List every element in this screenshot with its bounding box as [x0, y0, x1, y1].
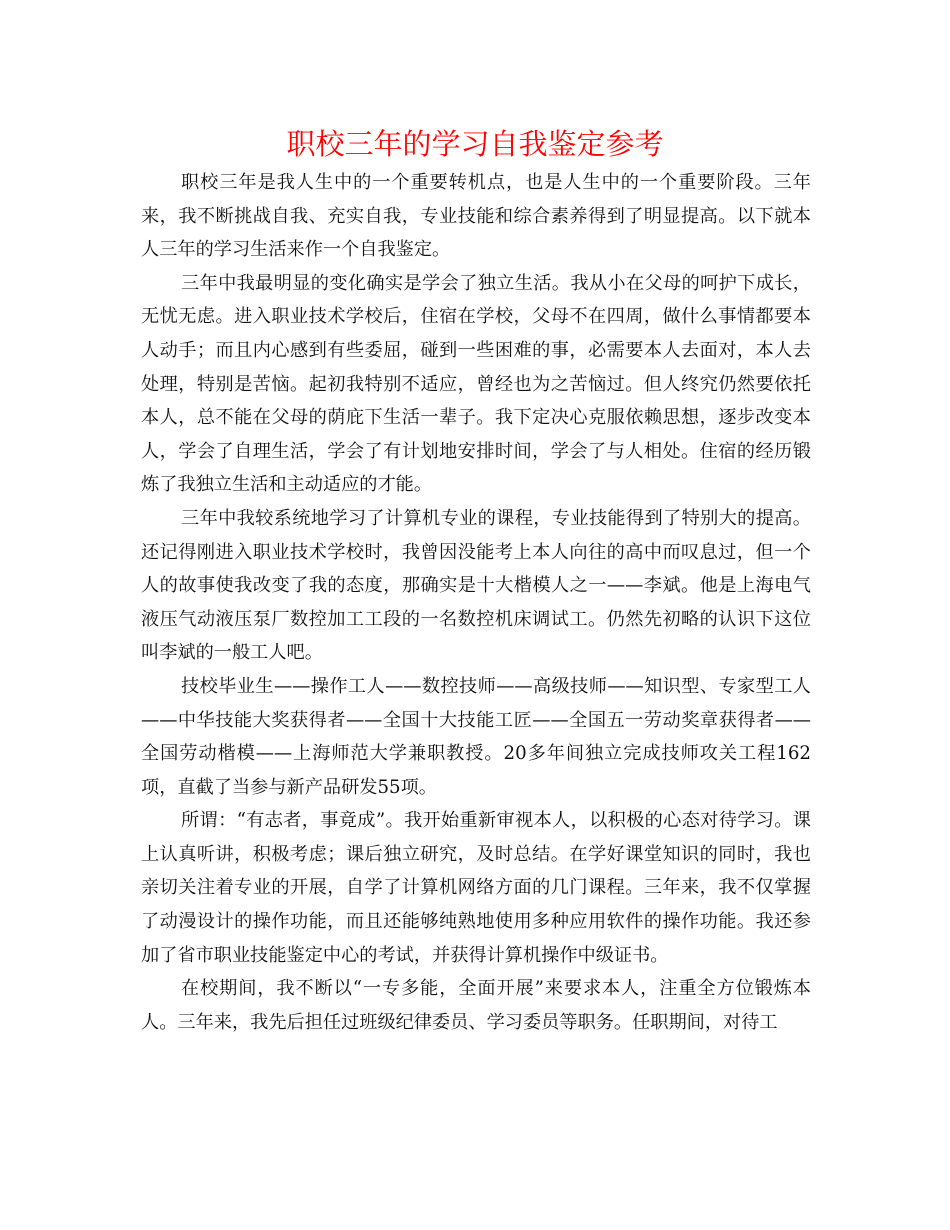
paragraph: 职校三年是我人生中的一个重要转机点，也是人生中的一个重要阶段。三年来，我不断挑战自我、充实自我，专业技能和综合素养得到了明显提高。以下就本人三年的学习生活来作一个自我鉴定。 [141, 172, 811, 261]
paragraph: 三年中我较系统地学习了计算机专业的课程，专业技能得到了特别大的提高。还记得刚进入职业技术学校时，我曾因没能考上本人向往的高中而叹息过，但一个人的故事使我改变了我的态度，那确实是十大楷模人之一——李斌。他是上海电气液压气动液压泵厂数控加工工段的一名数控机床调试工。仍然先初略的认识下这位叫李斌的一般工人吧。 [141, 507, 811, 664]
document-title: 职校三年的学习自我鉴定参考 [286, 127, 664, 161]
document-body [141, 166, 811, 1039]
paragraph: 三年中我最明显的变化确实是学会了独立生活。我从小在父母的呵护下成长，无忧无虑。进入职业技术学校后，住宿在学校，父母不在四周，做什么事情都要本人动手；而且内心感到有些委屈，碰到一些困难的事，必需要本人去面对，本人去处理，特别是苦恼。起初我特别不适应，曾经也为之苦恼过。但人终究仍然要依托本人，总不能在父母的荫庇下生活一辈子。我下定决心克服依赖思想，逐步改变本人，学会了自理生活，学会了有计划地安排时间，学会了与人相处。住宿的经历锻炼了我独立生活和主动适应的才能。 [141, 272, 811, 496]
paragraph: 在校期间，我不断以“一专多能，全面开展”来要求本人，注重全方位锻炼本人。三年来，我先后担任过班级纪律委员、学习委员等职务。任职期间，对待工 [141, 978, 811, 1033]
paragraph: 技校毕业生——操作工人——数控技师——高级技师——知识型、专家型工人——中华技能大奖获得者——全国十大技能工匠——全国五一劳动奖章获得者——全国劳动楷模——上海师范大学兼职教授。20多年间独立完成技师攻关工程162项，直截了当参与新产品研发55项。 [141, 675, 811, 798]
paragraph: 所谓：“有志者，事竟成”。我开始重新审视本人，以积极的心态对待学习。课上认真听讲，积极考虑；课后独立研究，及时总结。在学好课堂知识的同时，我也亲切关注着专业的开展，自学了计算机网络方面的几门课程。三年来，我不仅掌握了动漫设计的操作功能，而且还能够纯熟地使用多种应用软件的操作功能。我还参加了省市职业技能鉴定中心的考试，并获得计算机操作中级证书。 [141, 810, 811, 966]
